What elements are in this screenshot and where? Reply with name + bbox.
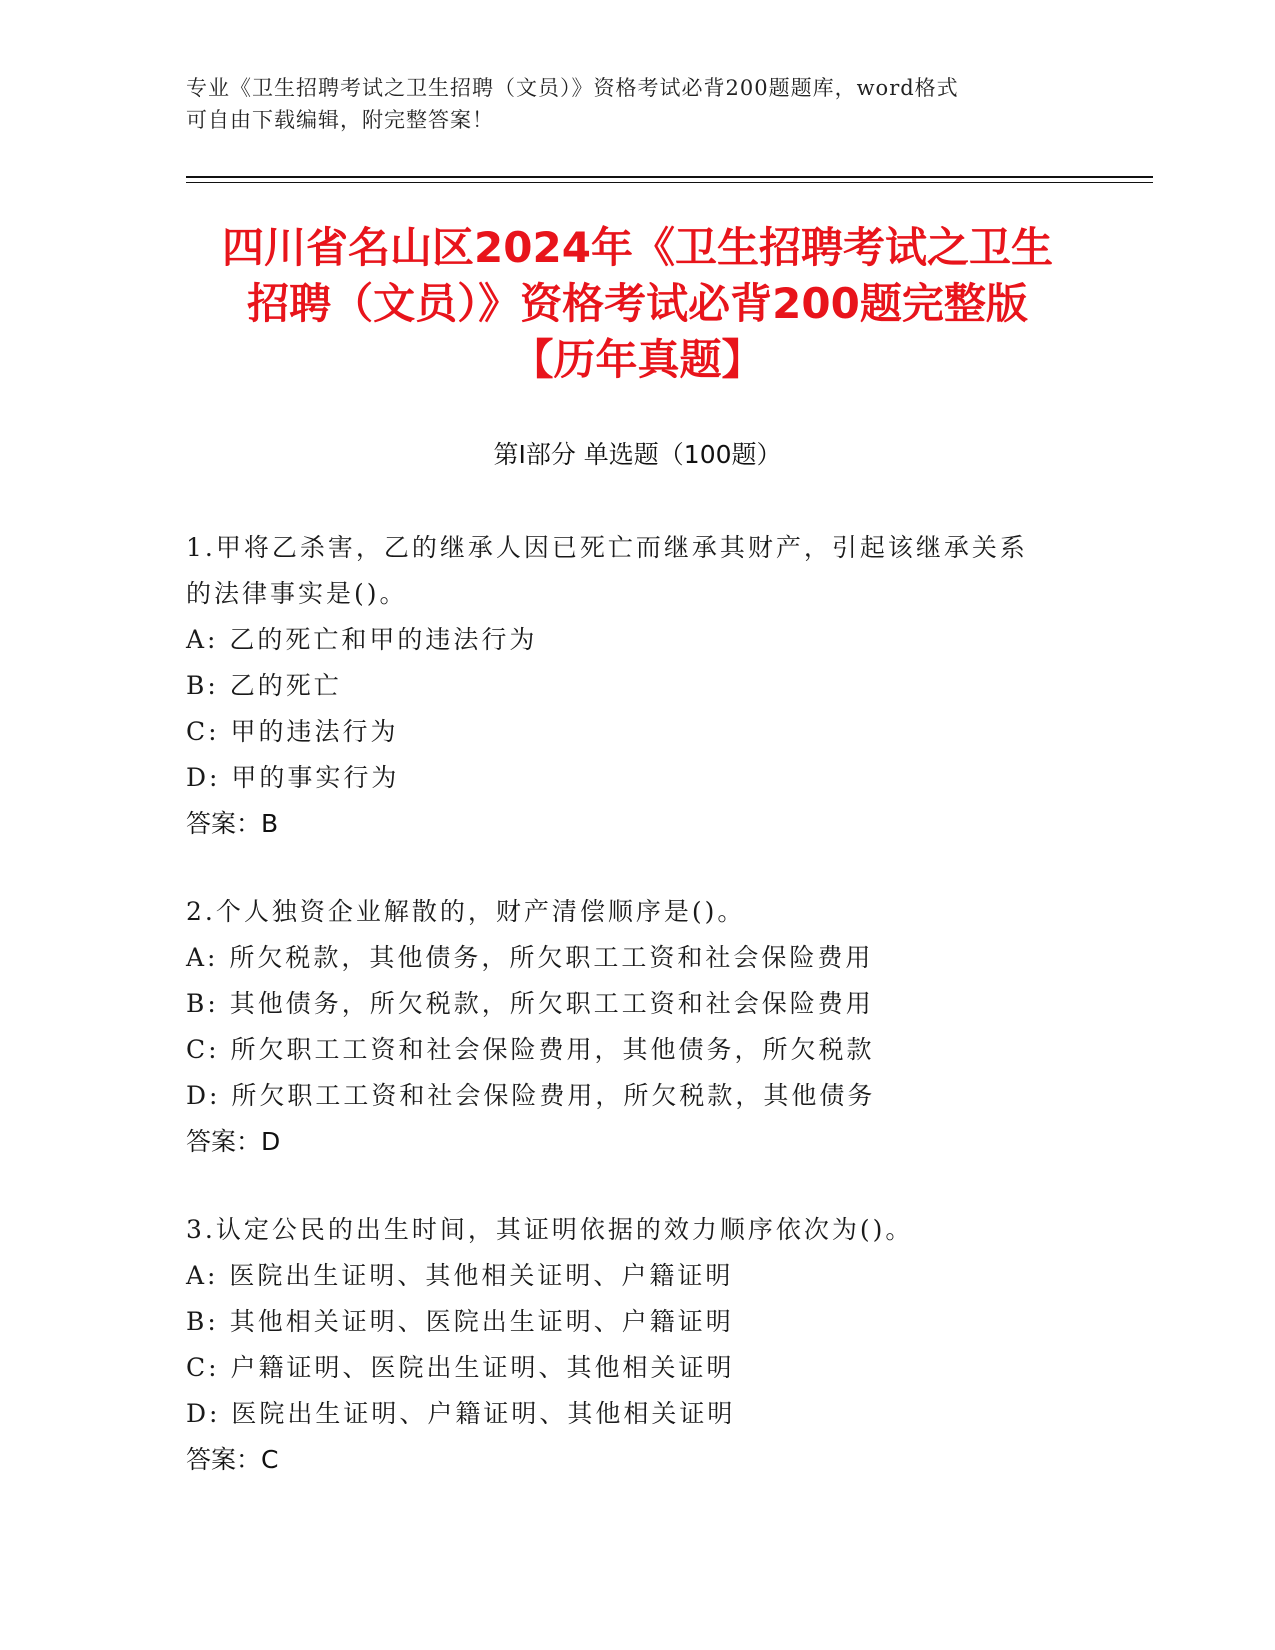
- question-stem-continued: 的法律事实是()。: [186, 579, 408, 608]
- answer-line: 答案：D: [186, 1127, 281, 1156]
- option-a: A: 医院出生证明、其他相关证明、户籍证明: [186, 1261, 734, 1290]
- header-note-line-1: 专业《卫生招聘考试之卫生招聘（文员）》资格考试必背200题题库，word格式: [186, 76, 959, 100]
- header-divider-thin: [186, 182, 1153, 183]
- title-line-3: 【历年真题】: [511, 335, 764, 384]
- option-c: C: 户籍证明、医院出生证明、其他相关证明: [186, 1353, 735, 1382]
- question-stem: 3.认定公民的出生时间，其证明依据的效力顺序依次为()。: [186, 1215, 914, 1244]
- option-c: C: 甲的违法行为: [186, 717, 399, 746]
- option-c: C: 所欠职工工资和社会保险费用，其他债务，所欠税款: [186, 1035, 875, 1064]
- option-d: D: 所欠职工工资和社会保险费用，所欠税款，其他债务: [186, 1081, 876, 1110]
- answer-line: 答案：C: [186, 1445, 279, 1474]
- option-b: B: 乙的死亡: [186, 671, 342, 700]
- section-heading: 第Ⅰ部分 单选题（100题）: [493, 440, 782, 469]
- header-divider-thick: [186, 176, 1153, 178]
- question-item: [186, 1207, 1086, 1483]
- option-a: A: 所欠税款，其他债务，所欠职工工资和社会保险费用: [186, 943, 874, 972]
- header-note-line-2: 可自由下载编辑，附完整答案！: [186, 108, 494, 132]
- answer-line: 答案：B: [186, 809, 279, 838]
- question-stem: 2.个人独资企业解散的，财产清偿顺序是()。: [186, 897, 746, 926]
- option-d: D: 医院出生证明、户籍证明、其他相关证明: [186, 1399, 736, 1428]
- question-stem: 1.甲将乙杀害，乙的继承人因已死亡而继承其财产，引起该继承关系: [186, 533, 1028, 562]
- header-note: [186, 72, 1086, 136]
- question-item: [186, 889, 1086, 1165]
- document-title: [150, 220, 1125, 388]
- question-list: [186, 525, 1086, 1525]
- question-item: [186, 525, 1086, 847]
- option-d: D: 甲的事实行为: [186, 763, 400, 792]
- option-b: B: 其他相关证明、医院出生证明、户籍证明: [186, 1307, 734, 1336]
- option-a: A: 乙的死亡和甲的违法行为: [186, 625, 538, 654]
- option-b: B: 其他债务，所欠税款，所欠职工工资和社会保险费用: [186, 989, 874, 1018]
- title-line-2: 招聘（文员）》资格考试必背200题完整版: [247, 279, 1028, 328]
- title-line-1: 四川省名山区2024年《卫生招聘考试之卫生: [222, 223, 1053, 272]
